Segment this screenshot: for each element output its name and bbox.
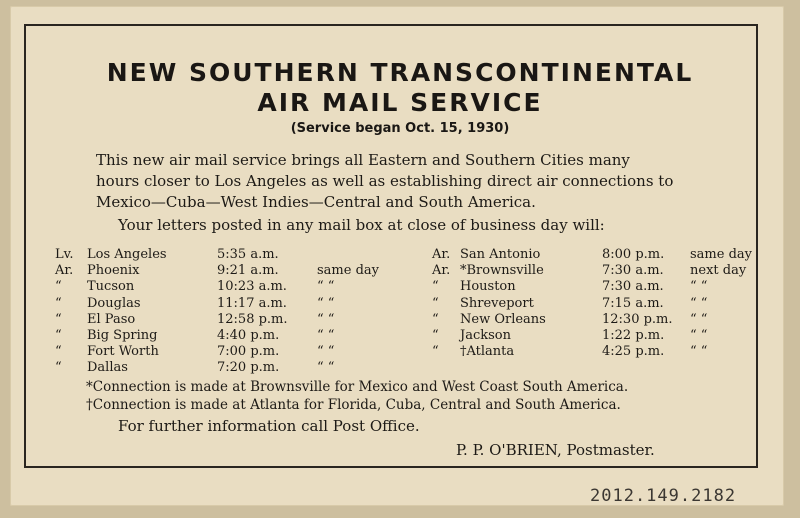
schedule-time: 9:21 a.m. [217, 263, 279, 279]
schedule-city: Houston [460, 279, 516, 295]
schedule-row [432, 328, 762, 344]
schedule-prefix: Lv. [55, 247, 74, 262]
schedule-row [432, 263, 762, 279]
title-line-2: AIR MAIL SERVICE [257, 88, 543, 117]
schedule-day: “ “ [690, 327, 708, 343]
schedule-prefix: “ [432, 295, 439, 311]
schedule-time: 7:30 a.m. [602, 279, 664, 295]
schedule-day: “ “ [317, 360, 335, 376]
schedule-prefix: “ [55, 295, 62, 311]
schedule-day: “ “ [317, 295, 335, 311]
schedule-time: 4:40 p.m. [217, 327, 280, 343]
footnote-atlanta: †Connection is made at Atlanta for Florida, Cuba, Central and South America. [86, 397, 621, 413]
schedule-day: “ “ [317, 327, 335, 343]
paragraph-line: Mexico—Cuba—West Indies—Central and South America. [96, 193, 536, 211]
schedule-prefix: “ [55, 279, 62, 295]
schedule-time: 11:17 a.m. [217, 295, 287, 311]
schedule-row [432, 296, 762, 312]
schedule-prefix: Ar. [432, 247, 451, 262]
schedule-intro: Your letters posted in any mail box at close of business day will: [118, 216, 605, 234]
schedule-row [55, 344, 395, 360]
schedule-time: 12:30 p.m. [602, 311, 673, 327]
further-info: For further information call Post Office. [118, 417, 420, 435]
schedule-row [55, 360, 395, 376]
schedule-row [55, 279, 395, 295]
schedule-day: “ “ [690, 344, 708, 360]
schedule-city: Dallas [87, 360, 128, 376]
schedule-time: 7:15 a.m. [602, 295, 664, 311]
schedule-day: “ “ [317, 311, 335, 327]
schedule-city: Fort Worth [87, 344, 159, 360]
subtitle: (Service began Oct. 15, 1930) [290, 121, 510, 136]
schedule-time: 4:25 p.m. [602, 344, 665, 360]
schedule-day: “ “ [690, 295, 708, 311]
schedule-day: “ “ [317, 344, 335, 360]
schedule-city: Shreveport [460, 295, 534, 311]
paragraph-line: hours closer to Los Angeles as well as establishing direct air connections to [96, 172, 674, 190]
schedule-time: 7:00 p.m. [217, 344, 280, 360]
schedule-row [55, 263, 395, 279]
paragraph-line: This new air mail service brings all Eastern and Southern Cities many [96, 151, 630, 169]
schedule-row [432, 247, 762, 263]
schedule-city: Los Angeles [87, 247, 167, 262]
schedule-time: 7:30 a.m. [602, 263, 664, 279]
schedule-day: next day [690, 263, 747, 279]
schedule-city: San Antonio [460, 247, 541, 262]
schedule-city: Jackson [460, 327, 511, 343]
description-paragraph [96, 150, 756, 213]
schedule-row [432, 344, 762, 360]
schedule-city: *Brownsville [460, 263, 544, 279]
schedule-day: “ “ [317, 279, 335, 295]
schedule-city: New Orleans [460, 311, 546, 327]
schedule-time: 1:22 p.m. [602, 327, 665, 343]
schedule-prefix: “ [55, 344, 62, 360]
schedule-city: Tucson [87, 279, 135, 295]
signature: P. P. O'BRIEN, Postmaster. [456, 441, 655, 459]
schedule-row [55, 247, 395, 263]
schedule-day: “ “ [690, 279, 708, 295]
schedule-prefix: “ [55, 327, 62, 343]
schedule-prefix: “ [55, 311, 62, 327]
schedule-time: 10:23 a.m. [217, 279, 287, 295]
title-line-1: NEW SOUTHERN TRANSCONTINENTAL [106, 58, 694, 87]
schedule-city: †Atlanta [460, 344, 515, 360]
schedule-time: 8:00 p.m. [602, 247, 665, 262]
schedule-time: 7:20 p.m. [217, 360, 280, 376]
schedule-prefix: Ar. [55, 263, 74, 279]
right-schedule [432, 247, 762, 360]
schedule-time: 5:35 a.m. [217, 247, 279, 262]
schedule-row [55, 312, 395, 328]
schedule-prefix: “ [55, 360, 62, 376]
schedule-day: same day [317, 263, 379, 279]
left-schedule [55, 247, 395, 377]
footnote-brownsville: *Connection is made at Brownsville for Mexico and West Coast South America. [86, 379, 629, 395]
schedule-row [55, 296, 395, 312]
accession-number: 2012.149.2182 [590, 486, 737, 506]
schedule-prefix: “ [432, 311, 439, 327]
schedule-row [55, 328, 395, 344]
schedule-prefix: Ar. [432, 263, 451, 279]
schedule-row [432, 279, 762, 295]
schedule-day: same day [690, 247, 752, 262]
schedule-prefix: “ [432, 327, 439, 343]
schedule-city: Big Spring [87, 327, 158, 343]
schedule-row [432, 312, 762, 328]
schedule-prefix: “ [432, 279, 439, 295]
schedule-city: Phoenix [87, 263, 140, 279]
schedule-day: “ “ [690, 311, 708, 327]
schedule-prefix: “ [432, 344, 439, 360]
schedule-city: Douglas [87, 295, 141, 311]
schedule-city: El Paso [87, 311, 136, 327]
schedule-time: 12:58 p.m. [217, 311, 288, 327]
